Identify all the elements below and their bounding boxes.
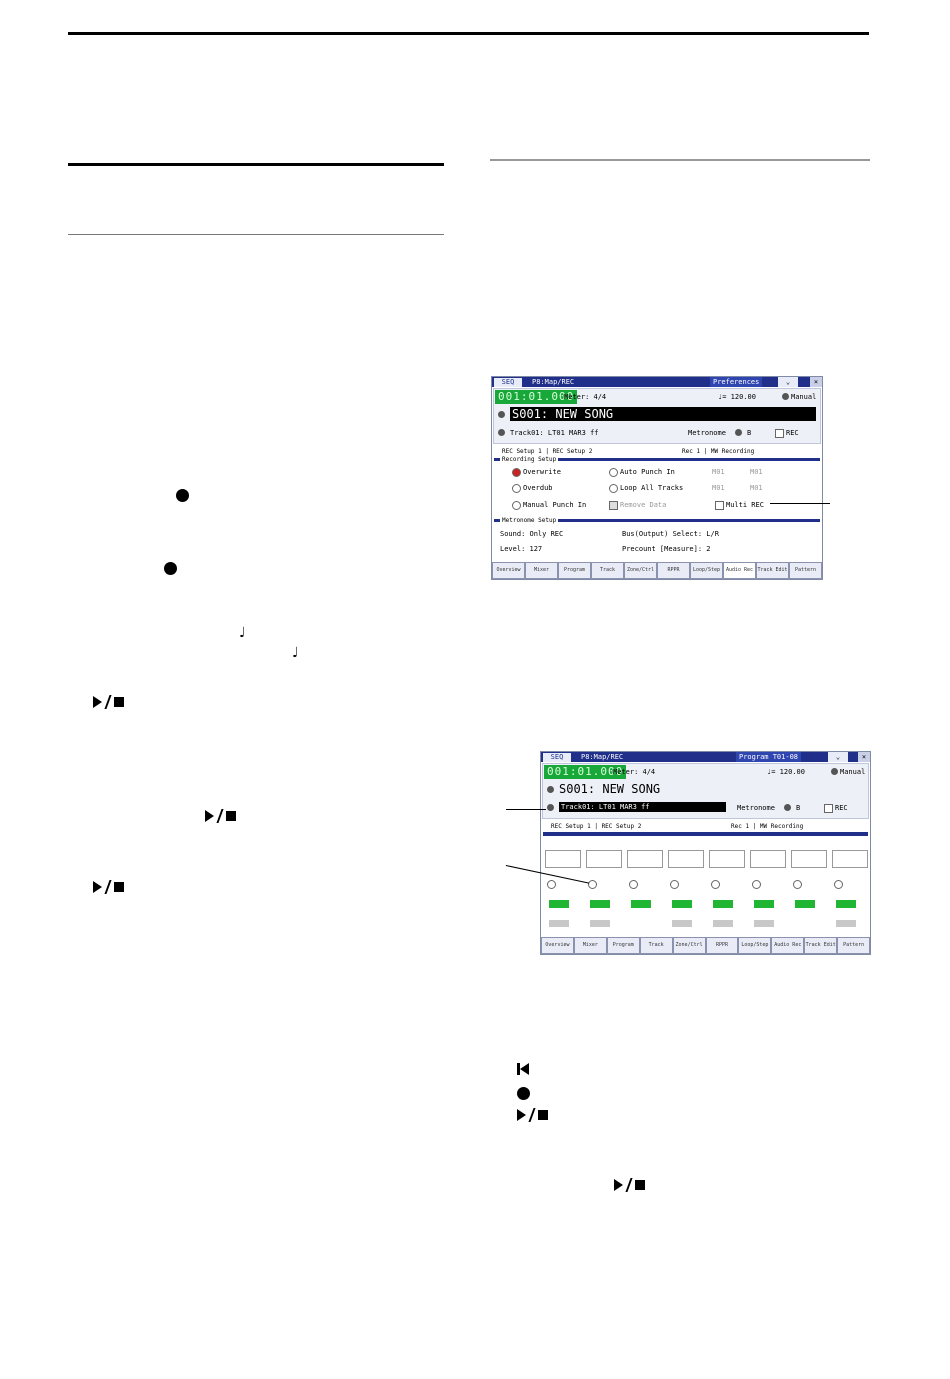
- status-right: Rec 1 | MW Recording: [731, 823, 804, 830]
- page-tab[interactable]: Loop/Step: [738, 937, 771, 954]
- track-program-cell[interactable]: [668, 850, 704, 868]
- rec-button-icon: [517, 1087, 530, 1100]
- track-solo-button[interactable]: [549, 920, 569, 927]
- track-solo-button[interactable]: [590, 920, 610, 927]
- meter-label: Meter: 4/4: [564, 393, 607, 401]
- page-tab-bar: [492, 562, 822, 579]
- page-tab[interactable]: Pattern: [789, 562, 822, 579]
- loop-start[interactable]: M01: [712, 484, 725, 492]
- song-name[interactable]: S001: NEW SONG: [510, 407, 816, 421]
- locator-display[interactable]: 001:01.000: [495, 390, 577, 404]
- page-tab[interactable]: Zone/Ctrl: [624, 562, 657, 579]
- page-tab[interactable]: Mixer: [574, 937, 607, 954]
- measure-end[interactable]: M01: [750, 468, 763, 476]
- knob-icon: [784, 804, 791, 811]
- page-tab[interactable]: Zone/Ctrl: [673, 937, 706, 954]
- track-play-button[interactable]: [672, 900, 692, 908]
- track-program-cell[interactable]: [791, 850, 827, 868]
- subsection-rule-left: [68, 234, 444, 235]
- track-play-button[interactable]: [713, 900, 733, 908]
- track-select[interactable]: Track01: LT01 MAR3 ff: [510, 429, 599, 437]
- knob-icon: [782, 393, 789, 400]
- start-stop-button-icon: [205, 809, 236, 823]
- knob-icon: [831, 768, 838, 775]
- rec-button-icon: [176, 489, 189, 502]
- screenshot-program-tracks: [540, 751, 871, 955]
- track-rec-radio[interactable]: [834, 880, 843, 889]
- tempo-label: ♩= 120.00: [767, 768, 805, 776]
- loop-radio[interactable]: [609, 484, 618, 493]
- auto-punch-label: Auto Punch In: [620, 468, 675, 476]
- callout-line: [506, 809, 546, 810]
- page-title: P8:Map/REC: [581, 753, 624, 761]
- track-play-button[interactable]: [795, 900, 815, 908]
- track-solo-button[interactable]: [836, 920, 856, 927]
- top-rule: [68, 32, 869, 35]
- section-title: Metronome Setup: [502, 517, 557, 524]
- metronome-value[interactable]: B: [747, 429, 752, 437]
- status-left: REC Setup 1 | REC Setup 2: [551, 823, 642, 830]
- tab-preferences[interactable]: Preferences: [710, 377, 762, 387]
- page-menu-button[interactable]: ⌄: [828, 752, 848, 762]
- page-tab[interactable]: Program: [607, 937, 640, 954]
- track-program-cell[interactable]: [586, 850, 622, 868]
- start-stop-button-icon: [614, 1178, 645, 1192]
- page-tab[interactable]: Track: [640, 937, 673, 954]
- measure-start[interactable]: M01: [712, 468, 725, 476]
- bus-setting[interactable]: Bus(Output) Select: L/R: [622, 530, 719, 538]
- page-title: P8:Map/REC: [532, 378, 575, 386]
- locate-button-icon: [517, 1063, 529, 1075]
- track-rec-radio[interactable]: [711, 880, 720, 889]
- overdub-radio[interactable]: [512, 484, 521, 493]
- track-program-cell[interactable]: [627, 850, 663, 868]
- track-rec-radio[interactable]: [793, 880, 802, 889]
- remove-data-checkbox[interactable]: [609, 501, 618, 510]
- page-tab[interactable]: RPPR: [706, 937, 739, 954]
- page-tab[interactable]: Loop/Step: [690, 562, 723, 579]
- mode-tab[interactable]: SEQ: [494, 378, 522, 387]
- section-rule-right: [490, 159, 870, 161]
- meter-label: Meter: 4/4: [613, 768, 656, 776]
- loop-label: Loop All Tracks: [620, 484, 684, 492]
- track-play-button[interactable]: [836, 900, 856, 908]
- multi-rec-label: Multi REC: [726, 501, 764, 509]
- sound-setting[interactable]: Sound: Only REC: [500, 530, 564, 538]
- track-play-button[interactable]: [631, 900, 651, 908]
- rec-label: REC: [835, 804, 848, 812]
- locator-display[interactable]: 001:01.000: [544, 765, 626, 779]
- track-play-button[interactable]: [590, 900, 610, 908]
- status-right: Rec 1 | MW Recording: [682, 448, 755, 455]
- track-rec-radio[interactable]: [547, 880, 556, 889]
- track-solo-button[interactable]: [754, 920, 774, 927]
- remove-data-label: Remove Data: [620, 501, 667, 509]
- metronome-label: Metronome: [737, 804, 775, 812]
- page-tab[interactable]: Overview: [492, 562, 525, 579]
- tempo-mode[interactable]: Manual: [791, 393, 817, 401]
- page-tab[interactable]: Audio Rec: [771, 937, 804, 954]
- track-program-cell[interactable]: [832, 850, 868, 868]
- rec-button-icon: [164, 562, 177, 575]
- level-setting[interactable]: Level: 127: [500, 545, 543, 553]
- loop-end[interactable]: M01: [750, 484, 763, 492]
- page-tab[interactable]: Overview: [541, 937, 574, 954]
- track-rec-radio[interactable]: [588, 880, 597, 889]
- knob-icon: [498, 411, 505, 418]
- rec-label: REC: [786, 429, 799, 437]
- metronome-value[interactable]: B: [796, 804, 801, 812]
- close-icon[interactable]: ×: [858, 752, 870, 762]
- section-title: Recording Setup: [502, 456, 557, 463]
- precount-setting[interactable]: Precount [Measure]: 2: [622, 545, 711, 553]
- track-rec-radio[interactable]: [629, 880, 638, 889]
- track-play-button[interactable]: [754, 900, 774, 908]
- tempo-label: ♩= 120.00: [718, 393, 756, 401]
- track-rec-radio[interactable]: [670, 880, 679, 889]
- quarter-note-icon: ♩: [239, 625, 246, 641]
- page-tab[interactable]: RPPR: [657, 562, 690, 579]
- track-rec-radio[interactable]: [752, 880, 761, 889]
- track-solo-button[interactable]: [713, 920, 733, 927]
- rec-checkbox[interactable]: [775, 429, 784, 438]
- track-program-cell[interactable]: [750, 850, 786, 868]
- track-solo-button[interactable]: [672, 920, 692, 927]
- track-program-cell[interactable]: [545, 850, 581, 868]
- screenshot-preferences: [491, 376, 823, 580]
- callout-line: [770, 503, 830, 504]
- overwrite-radio[interactable]: [512, 468, 521, 477]
- multi-rec-checkbox[interactable]: [715, 501, 724, 510]
- status-left: REC Setup 1 | REC Setup 2: [502, 448, 593, 455]
- page-tab[interactable]: Audio Rec: [723, 562, 756, 579]
- song-name[interactable]: S001: NEW SONG: [559, 782, 661, 796]
- tab-program[interactable]: Program T01-08: [736, 752, 801, 762]
- auto-punch-radio[interactable]: [609, 468, 618, 477]
- track-program-cell[interactable]: [709, 850, 745, 868]
- overwrite-label: Overwrite: [523, 468, 561, 476]
- page-tab[interactable]: Program: [558, 562, 591, 579]
- tempo-mode[interactable]: Manual: [840, 768, 866, 776]
- quarter-note-icon: ♩: [292, 645, 299, 661]
- page-tab[interactable]: Track Edit: [804, 937, 837, 954]
- section-header-bar: [543, 832, 868, 836]
- page-tab-bar: [541, 937, 870, 954]
- start-stop-button-icon: [93, 695, 124, 709]
- page-menu-button[interactable]: ⌄: [778, 377, 798, 387]
- metronome-label: Metronome: [688, 429, 726, 437]
- start-stop-button-icon: [93, 880, 124, 894]
- page-tab[interactable]: Track Edit: [756, 562, 789, 579]
- track-select[interactable]: Track01: LT01 MAR3 ff: [559, 802, 726, 812]
- start-stop-button-icon: [517, 1108, 548, 1122]
- rec-checkbox[interactable]: [824, 804, 833, 813]
- knob-icon: [547, 804, 554, 811]
- close-icon[interactable]: ×: [810, 377, 822, 387]
- page-tab[interactable]: Mixer: [525, 562, 558, 579]
- manual-punch-radio[interactable]: [512, 501, 521, 510]
- manual-punch-label: Manual Punch In: [523, 501, 587, 509]
- overdub-label: Overdub: [523, 484, 553, 492]
- page-tab[interactable]: Track: [591, 562, 624, 579]
- knob-icon: [547, 786, 554, 793]
- track-play-button[interactable]: [549, 900, 569, 908]
- page-tab[interactable]: Pattern: [837, 937, 870, 954]
- knob-icon: [498, 429, 505, 436]
- section-rule-left: [68, 163, 444, 166]
- mode-tab[interactable]: SEQ: [543, 753, 571, 762]
- knob-icon: [735, 429, 742, 436]
